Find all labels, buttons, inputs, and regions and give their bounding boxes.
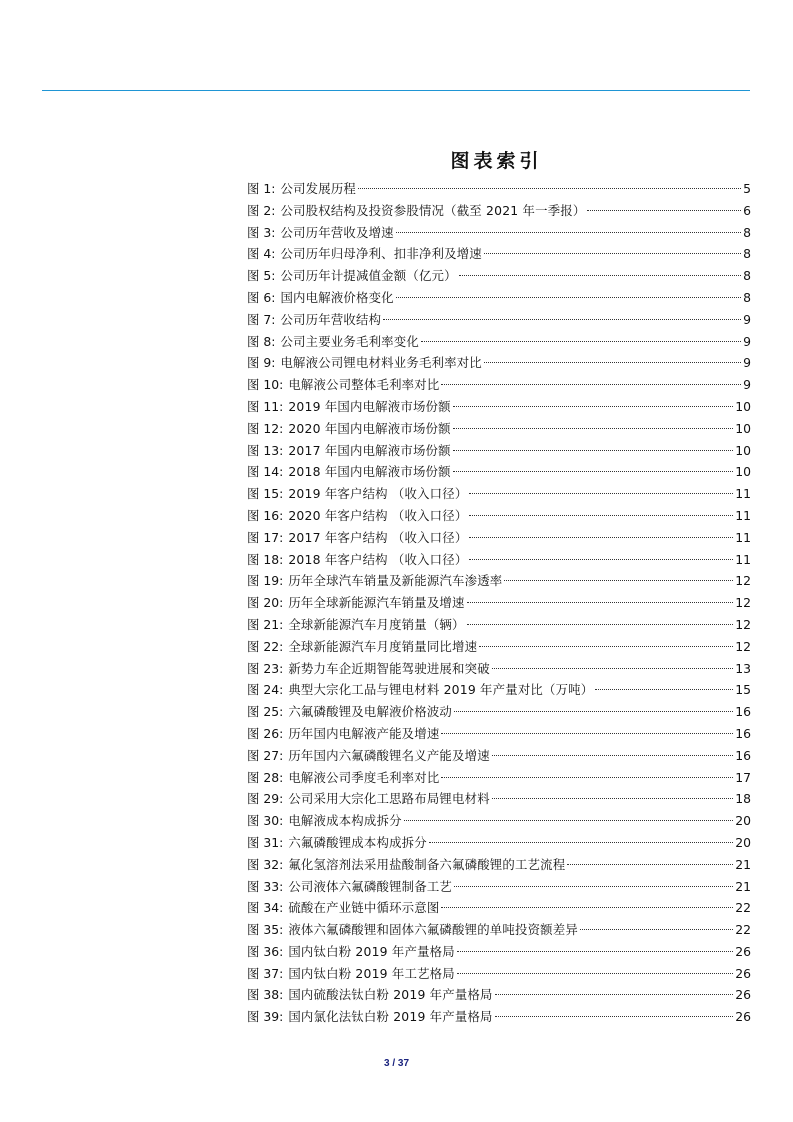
toc-entry[interactable] <box>247 941 751 963</box>
toc-figure-title: 历年全球新能源汽车销量及增速 <box>288 595 465 611</box>
toc-page-number: 8 <box>743 268 751 284</box>
toc-page-number: 18 <box>735 791 751 807</box>
toc-entry[interactable] <box>247 549 751 571</box>
toc-figure-title: 电解液公司季度毛利率对比 <box>288 769 440 785</box>
toc-figure-number: 29: <box>263 791 284 807</box>
toc-figure-number: 9: <box>263 355 276 371</box>
toc-page-number: 12 <box>735 638 751 654</box>
toc-dot-leader <box>454 886 733 887</box>
toc-page-number: 16 <box>735 704 751 720</box>
toc-entry[interactable] <box>247 461 751 483</box>
toc-page-number: 12 <box>735 616 751 632</box>
toc-figure-title: 国内钛白粉 2019 年工艺格局 <box>288 965 455 981</box>
toc-figure-prefix: 图 <box>247 398 260 414</box>
toc-figure-prefix: 图 <box>247 224 260 240</box>
toc-page-number: 13 <box>735 660 751 676</box>
toc-dot-leader <box>467 624 734 625</box>
toc-dot-leader <box>492 755 733 756</box>
toc-entry[interactable] <box>247 483 751 505</box>
toc-figure-number: 21: <box>263 616 284 632</box>
toc-entry[interactable] <box>247 897 751 919</box>
toc-entry[interactable] <box>247 614 751 636</box>
toc-page-number: 11 <box>735 529 751 545</box>
toc-entry[interactable] <box>247 636 751 658</box>
toc-page-number: 9 <box>743 333 751 349</box>
toc-page-number: 22 <box>735 922 751 938</box>
toc-figure-number: 8: <box>263 333 276 349</box>
toc-figure-number: 28: <box>263 769 284 785</box>
toc-figure-number: 24: <box>263 682 284 698</box>
toc-figure-title: 国内电解液价格变化 <box>280 289 394 305</box>
toc-page-number: 26 <box>735 987 751 1003</box>
toc-figure-prefix: 图 <box>247 943 260 959</box>
toc-entry[interactable] <box>247 832 751 854</box>
toc-figure-title: 新势力车企近期智能驾驶进展和突破 <box>288 660 490 676</box>
toc-figure-title: 2018 年国内电解液市场份额 <box>288 464 451 480</box>
toc-figure-prefix: 图 <box>247 1009 260 1025</box>
toc-entry[interactable] <box>247 505 751 527</box>
toc-entry[interactable] <box>247 963 751 985</box>
toc-figure-prefix: 图 <box>247 246 260 262</box>
toc-figure-title: 公司液体六氟磷酸锂制备工艺 <box>288 878 453 894</box>
toc-figure-title: 国内硫酸法钛白粉 2019 年产量格局 <box>288 987 493 1003</box>
toc-page-number: 16 <box>735 747 751 763</box>
toc-figure-prefix: 图 <box>247 704 260 720</box>
toc-figure-title: 液体六氟磷酸锂和固体六氟磷酸锂的单吨投资额差异 <box>288 922 578 938</box>
toc-page-number: 20 <box>735 834 751 850</box>
toc-figure-prefix: 图 <box>247 595 260 611</box>
toc-figure-number: 3: <box>263 224 276 240</box>
toc-figure-number: 23: <box>263 660 284 676</box>
toc-entry[interactable] <box>247 396 751 418</box>
toc-figure-title: 电解液公司整体毛利率对比 <box>288 377 440 393</box>
toc-page-number: 16 <box>735 725 751 741</box>
toc-figure-prefix: 图 <box>247 202 260 218</box>
page-title: 图表索引 <box>450 150 543 172</box>
header-rule <box>42 90 750 91</box>
toc-figure-title: 公司主要业务毛利率变化 <box>280 333 419 349</box>
toc-figure-title: 历年国内电解液产能及增速 <box>288 725 440 741</box>
toc-figure-prefix: 图 <box>247 878 260 894</box>
toc-figure-number: 18: <box>263 551 284 567</box>
toc-figure-prefix: 图 <box>247 333 260 349</box>
toc-figure-prefix: 图 <box>247 856 260 872</box>
toc-figure-title: 公司历年营收及增速 <box>280 224 394 240</box>
toc-figure-number: 2: <box>263 202 276 218</box>
toc-figure-number: 19: <box>263 573 284 589</box>
toc-figure-title: 2018 年客户结构 （收入口径） <box>288 551 468 567</box>
toc-page-number: 17 <box>735 769 751 785</box>
toc-figure-number: 15: <box>263 486 284 502</box>
toc-figure-number: 37: <box>263 965 284 981</box>
toc-figure-number: 10: <box>263 377 284 393</box>
toc-dot-leader <box>492 668 733 669</box>
toc-page-number: 21 <box>735 856 751 872</box>
toc-figure-title: 公司历年归母净利、扣非净利及增速 <box>280 246 482 262</box>
toc-figure-prefix: 图 <box>247 311 260 327</box>
toc-entry[interactable] <box>247 919 751 941</box>
toc-figure-number: 31: <box>263 834 284 850</box>
toc-entry[interactable] <box>247 701 751 723</box>
toc-figure-prefix: 图 <box>247 551 260 567</box>
toc-page-number: 10 <box>735 420 751 436</box>
toc-figure-prefix: 图 <box>247 834 260 850</box>
toc-entry[interactable] <box>247 745 751 767</box>
toc-figure-number: 20: <box>263 595 284 611</box>
toc-figure-prefix: 图 <box>247 900 260 916</box>
toc-dot-leader <box>441 907 733 908</box>
toc-dot-leader <box>567 864 733 865</box>
toc-figure-title: 2020 年客户结构 （收入口径） <box>288 507 468 523</box>
toc-page-number: 8 <box>743 224 751 240</box>
toc-entry[interactable] <box>247 352 751 374</box>
toc-figure-title: 硫酸在产业链中循环示意图 <box>288 900 440 916</box>
toc-dot-leader <box>459 275 741 276</box>
toc-figure-prefix: 图 <box>247 682 260 698</box>
toc-figure-title: 六氟磷酸锂成本构成拆分 <box>288 834 427 850</box>
toc-figure-number: 35: <box>263 922 284 938</box>
toc-dot-leader <box>484 362 741 363</box>
toc-figure-prefix: 图 <box>247 529 260 545</box>
toc-dot-leader <box>467 602 734 603</box>
toc-page-number: 26 <box>735 943 751 959</box>
toc-figure-title: 典型大宗化工品与锂电材料 2019 年产量对比（万吨） <box>288 682 594 698</box>
toc-page-number: 15 <box>735 682 751 698</box>
toc-figure-number: 6: <box>263 289 276 305</box>
toc-entry[interactable] <box>247 984 751 1006</box>
toc-figure-prefix: 图 <box>247 791 260 807</box>
toc-page-number: 26 <box>735 1009 751 1025</box>
toc-dot-leader <box>469 493 733 494</box>
toc-page-number: 8 <box>743 289 751 305</box>
toc-figure-title: 全球新能源汽车月度销量同比增速 <box>288 638 478 654</box>
toc-dot-leader <box>479 646 733 647</box>
toc-figure-number: 14: <box>263 464 284 480</box>
toc-entry[interactable] <box>247 440 751 462</box>
toc-dot-leader <box>421 341 741 342</box>
toc-page-number: 10 <box>735 398 751 414</box>
toc-dot-leader <box>441 384 741 385</box>
toc-entry[interactable] <box>247 788 751 810</box>
toc-figure-prefix: 图 <box>247 420 260 436</box>
toc-figure-title: 氟化氢溶剂法采用盐酸制备六氟磷酸锂的工艺流程 <box>288 856 566 872</box>
toc-page-number: 9 <box>743 377 751 393</box>
toc-figure-number: 17: <box>263 529 284 545</box>
toc-dot-leader <box>404 820 734 821</box>
toc-page-number: 26 <box>735 965 751 981</box>
toc-page-number: 21 <box>735 878 751 894</box>
toc-entry[interactable] <box>247 243 751 265</box>
toc-dot-leader <box>457 973 733 974</box>
toc-figure-prefix: 图 <box>247 486 260 502</box>
toc-dot-leader <box>453 450 733 451</box>
toc-figure-prefix: 图 <box>247 268 260 284</box>
toc-figure-number: 4: <box>263 246 276 262</box>
toc-figure-number: 5: <box>263 268 276 284</box>
toc-dot-leader <box>453 428 733 429</box>
toc-entry[interactable] <box>247 200 751 222</box>
toc-figure-title: 2019 年国内电解液市场份额 <box>288 398 451 414</box>
toc-figure-number: 13: <box>263 442 284 458</box>
toc-figure-title: 全球新能源汽车月度销量（辆） <box>288 616 465 632</box>
toc-figure-prefix: 图 <box>247 181 260 196</box>
toc-figure-prefix: 图 <box>247 355 260 371</box>
toc-figure-prefix: 图 <box>247 987 260 1003</box>
toc-figure-number: 32: <box>263 856 284 872</box>
toc-figure-prefix: 图 <box>247 507 260 523</box>
toc-dot-leader <box>484 253 741 254</box>
toc-figure-number: 12: <box>263 420 284 436</box>
toc-figure-title: 2019 年客户结构 （收入口径） <box>288 486 468 502</box>
toc-entry[interactable] <box>247 287 751 309</box>
toc-entry[interactable] <box>247 854 751 876</box>
toc-figure-title: 公司历年营收结构 <box>280 311 382 327</box>
toc-figure-prefix: 图 <box>247 922 260 938</box>
toc-dot-leader <box>495 1016 734 1017</box>
toc-figure-number: 38: <box>263 987 284 1003</box>
toc-figure-prefix: 图 <box>247 965 260 981</box>
toc-entry[interactable] <box>247 418 751 440</box>
toc-entry[interactable] <box>247 592 751 614</box>
toc-entry[interactable] <box>247 658 751 680</box>
toc-figure-title: 电解液成本构成拆分 <box>288 813 402 829</box>
toc-dot-leader <box>396 232 741 233</box>
toc-figure-prefix: 图 <box>247 464 260 480</box>
toc-page-number: 6 <box>743 202 751 218</box>
toc-page-number: 10 <box>735 442 751 458</box>
toc-figure-prefix: 图 <box>247 573 260 589</box>
toc-dot-leader <box>469 559 733 560</box>
toc-figure-prefix: 图 <box>247 769 260 785</box>
toc-figure-prefix: 图 <box>247 377 260 393</box>
toc-entry[interactable] <box>247 570 751 592</box>
toc-page-number: 9 <box>743 355 751 371</box>
toc-figure-number: 22: <box>263 638 284 654</box>
toc-figure-title: 国内氯化法钛白粉 2019 年产量格局 <box>288 1009 493 1025</box>
toc-figure-prefix: 图 <box>247 813 260 829</box>
toc-dot-leader <box>587 210 741 211</box>
toc-figure-number: 11: <box>263 398 284 414</box>
toc-page-number: 11 <box>735 507 751 523</box>
toc-page-number: 9 <box>743 311 751 327</box>
toc-figure-number: 25: <box>263 704 284 720</box>
toc-entry[interactable] <box>247 1006 751 1028</box>
toc-figure-title: 2017 年国内电解液市场份额 <box>288 442 451 458</box>
toc-dot-leader <box>495 994 734 995</box>
toc-entry[interactable] <box>247 331 751 353</box>
toc-figure-number: 27: <box>263 747 284 763</box>
toc-figure-title: 六氟磷酸锂及电解液价格波动 <box>288 704 453 720</box>
toc-page-number: 12 <box>735 595 751 611</box>
toc-entry[interactable] <box>247 265 751 287</box>
toc-dot-leader <box>383 319 741 320</box>
toc-figure-title: 电解液公司锂电材料业务毛利率对比 <box>280 355 482 371</box>
toc-dot-leader <box>358 188 741 189</box>
toc-figure-prefix: 图 <box>247 747 260 763</box>
toc-page-number: 10 <box>735 464 751 480</box>
toc-figure-title: 公司发展历程 <box>280 181 356 196</box>
page-indicator: 3 / 37 <box>383 1058 410 1069</box>
toc-figure-number: 33: <box>263 878 284 894</box>
toc-figure-prefix: 图 <box>247 638 260 654</box>
toc-figure-number: 39: <box>263 1009 284 1025</box>
toc-dot-leader <box>504 580 733 581</box>
toc-dot-leader <box>429 842 733 843</box>
toc-page-number: 8 <box>743 246 751 262</box>
toc-dot-leader <box>457 951 733 952</box>
toc-entry[interactable] <box>247 527 751 549</box>
figure-index-list <box>247 178 751 1028</box>
toc-figure-number: 26: <box>263 725 284 741</box>
toc-figure-number: 34: <box>263 900 284 916</box>
toc-figure-prefix: 图 <box>247 616 260 632</box>
toc-entry[interactable] <box>247 374 751 396</box>
toc-page-number: 22 <box>735 900 751 916</box>
toc-figure-number: 16: <box>263 507 284 523</box>
toc-dot-leader <box>453 406 733 407</box>
toc-dot-leader <box>469 537 733 538</box>
toc-figure-number: 7: <box>263 311 276 327</box>
toc-page-number: 5 <box>743 181 751 196</box>
toc-entry[interactable] <box>247 309 751 331</box>
toc-dot-leader <box>580 929 733 930</box>
toc-dot-leader <box>454 711 733 712</box>
toc-figure-number: 36: <box>263 943 284 959</box>
toc-page-number: 11 <box>735 551 751 567</box>
toc-figure-title: 2020 年国内电解液市场份额 <box>288 420 451 436</box>
toc-dot-leader <box>453 471 733 472</box>
toc-figure-title: 公司历年计提减值金额（亿元） <box>280 268 457 284</box>
toc-page-number: 12 <box>735 573 751 589</box>
toc-entry[interactable] <box>247 178 751 200</box>
toc-dot-leader <box>469 515 733 516</box>
toc-entry[interactable] <box>247 679 751 701</box>
toc-figure-title: 公司股权结构及投资参股情况（截至 2021 年一季报） <box>280 202 586 218</box>
toc-dot-leader <box>492 798 733 799</box>
toc-dot-leader <box>396 297 741 298</box>
toc-dot-leader <box>441 777 733 778</box>
toc-figure-prefix: 图 <box>247 660 260 676</box>
toc-figure-prefix: 图 <box>247 725 260 741</box>
toc-figure-prefix: 图 <box>247 289 260 305</box>
toc-entry[interactable] <box>247 876 751 898</box>
toc-figure-title: 2017 年客户结构 （收入口径） <box>288 529 468 545</box>
toc-figure-title: 历年全球汽车销量及新能源汽车渗透率 <box>288 573 503 589</box>
toc-figure-number: 1: <box>263 181 276 196</box>
toc-entry[interactable] <box>247 222 751 244</box>
toc-page-number: 11 <box>735 486 751 502</box>
toc-figure-prefix: 图 <box>247 442 260 458</box>
toc-entry[interactable] <box>247 810 751 832</box>
toc-dot-leader <box>441 733 733 734</box>
toc-dot-leader <box>595 689 733 690</box>
toc-page-number: 20 <box>735 813 751 829</box>
toc-figure-title: 国内钛白粉 2019 年产量格局 <box>288 943 455 959</box>
toc-figure-title: 公司采用大宗化工思路布局锂电材料 <box>288 791 490 807</box>
toc-entry[interactable] <box>247 767 751 789</box>
toc-entry[interactable] <box>247 723 751 745</box>
toc-figure-title: 历年国内六氟磷酸锂名义产能及增速 <box>288 747 490 763</box>
toc-figure-number: 30: <box>263 813 284 829</box>
